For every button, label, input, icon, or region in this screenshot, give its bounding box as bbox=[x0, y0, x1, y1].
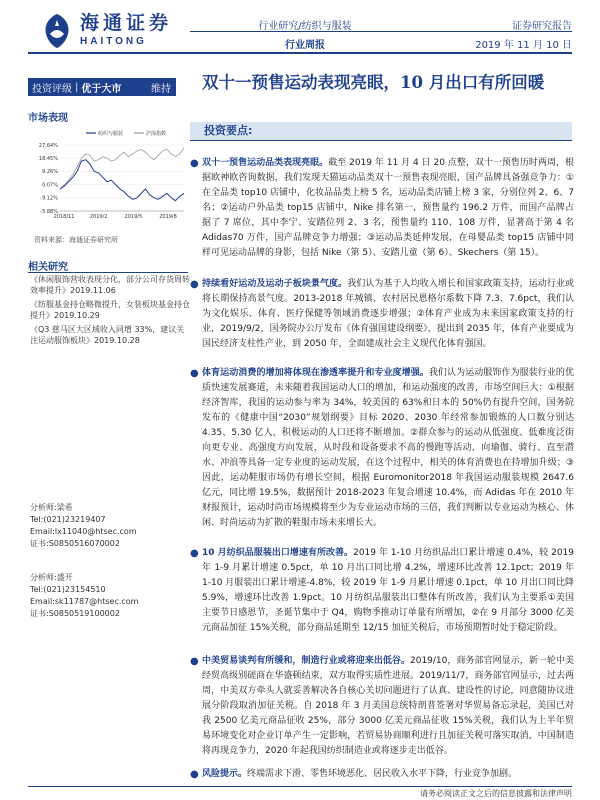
related-item[interactable]: 《纺服基金持仓略微提升，女装板块基金持仓提升》2019.10.29 bbox=[30, 300, 190, 320]
key-point bbox=[190, 366, 574, 531]
key-point-lead: 10 月纺织品服装出口增速有所改善。 bbox=[202, 548, 354, 558]
market-performance-heading: 市场表现 bbox=[28, 113, 68, 124]
bullet-icon: ● bbox=[190, 769, 199, 780]
analyst-card bbox=[30, 572, 190, 620]
x-tick-label: 2019/8 bbox=[159, 214, 177, 220]
key-point-lead: 中美贸易谈判有所缓和，制造行业或将迎来出低谷。 bbox=[202, 656, 410, 666]
y-tick-label: -9.12% bbox=[40, 195, 58, 202]
key-point-body: 截至 2019 年 11 月 4 日 20 点整，双十一预售历时两周，根据欧神欧咨询数据，我们发现天猫运动品类双十一预售表现亮眼，国产品牌具备强竞争力：①在全品类 top10 店铺中，化妆品品类上榜 5 名，运动品类店铺上榜 3 家，分别位列 2、6、7 名；②运动户外品类 top15 店铺中，Nike 排名第一，预售量约 196.2 万件，而国产品牌占据了 7 席位，其中李宁、安踏位列 2、3 名，预售量约 110、108 万件，显著高于第 4 名 Adidas70 万件，国产品牌竞争力增强；③运动品类延伸发展，在母婴品类 top15 店铺中同样可见运动品牌的身影，包括 Nike（第 5）、安踏儿童（第 6）、Skechers（第 15）。 bbox=[202, 158, 574, 258]
analyst-card bbox=[30, 502, 190, 550]
bullet-icon: ● bbox=[190, 368, 199, 379]
analyst-name: 分析师:梁希 bbox=[30, 503, 73, 512]
related-divider bbox=[28, 272, 188, 273]
x-tick-label: 2019/5 bbox=[124, 214, 143, 220]
bullet-icon: ● bbox=[190, 279, 199, 290]
logo-name-en: HAITONG bbox=[80, 36, 147, 47]
chart-source: 资料来源：海通证券研究所 bbox=[34, 236, 118, 244]
related-item[interactable]: 《Q3 慈马区大区域收入同增 33%，建议关注运动服饰板块》2019.10.28 bbox=[30, 325, 185, 345]
rating-value: 优于大市 bbox=[81, 83, 122, 95]
x-tick-label: 2019/2 bbox=[89, 214, 108, 220]
key-points-heading: 投资要点: bbox=[190, 122, 572, 140]
footer-disclaimer: 请务必阅读正文之后的信息披露和法律声明 bbox=[420, 789, 572, 798]
related-research-list bbox=[30, 274, 192, 349]
investment-rating-bar bbox=[28, 78, 176, 96]
analyst-name: 分析师:盛开 bbox=[30, 573, 73, 582]
bullet-icon: ● bbox=[190, 656, 199, 667]
rating-separator: | bbox=[75, 81, 79, 93]
rating-label: 投资评级 bbox=[32, 83, 72, 95]
legend-label: 纺织与服装 bbox=[98, 131, 124, 137]
key-point bbox=[190, 156, 574, 261]
y-tick-label: 27.64% bbox=[38, 142, 58, 149]
header-report-type: 证券研究报告 bbox=[512, 21, 572, 32]
logo-name-cn: 海通证券 bbox=[80, 12, 173, 34]
y-tick-label: 9.26% bbox=[42, 169, 58, 176]
y-tick-label: -5.88% bbox=[40, 208, 58, 215]
key-point-lead: 持续看好运动及运动子板块景气度。 bbox=[202, 279, 348, 289]
key-point-body: 我们认为运动服饰作为服装行业的优质快速发展赛道，未来随着我国运动人口的增加，和运动强度的改善，市场空间巨大：①根据经济智库，我国的运动参与率为 34%，较美国的 63%和日本的 50%仍有提升空间，国务院发布的《健康中国“2030”规划纲要》目标 2020、2030 年经常参加锻炼的人口数分别达 4.35、5.30 亿人，积极运动的人口还将不断增加。②群众参与的运动从低强度、低难度泛街向更专业、高强度方向发展，从时段和设备要求不高的慢跑等活动，向瑜伽、骑行、直至潜水、冲浪等具备一定专业度的运动发展，在这个过程中，相关的体育消费也在持增加升级；③因此，运动鞋服市场仍有增长空间，根据 Euromonitor2018 年我国运动服装规模 2647.6 亿元，同比增 19.5%，数据预计 2018-2023 年复合增速 10.4%，而 Adidas 年在 2010 年财报预计，运动时尚市场规模将至少为专业运动市场的三倍，我们判断以专业运动为核心、休闲、时尚运动为扩散的鞋服市场未来增长大。 bbox=[202, 368, 574, 528]
analyst-email[interactable]: Email:lx11040@htsec.com bbox=[30, 527, 137, 536]
analyst-cert: 证书:S0850516070002 bbox=[30, 539, 120, 548]
analyst-tel: Tel:(021)23219407 bbox=[30, 515, 106, 524]
haitong-logo bbox=[40, 12, 172, 50]
analyst-email[interactable]: Email:sk11787@htsec.com bbox=[30, 597, 139, 606]
legend-label: 沪深指数 bbox=[146, 131, 167, 137]
bullet-icon: ● bbox=[190, 548, 199, 559]
key-point-body: 2019/10，商务部官网显示，新一轮中美经贸高级别磋商在华盛顿结束，双方取得实质性进展。2019/11/7，商务部官网显示，过去两周，中美双方牵头人就妥善解决各自核心关切问题进行了认真、建设性的讨论，同意随协议进展分阶段取消加征关税。自 2018 年 3 月美国总统特朗普签署对华贸易备忘录起，美国已对我 2500 亿美元商品征收 25%，部分 3000 亿美元商品征收 15%关税，我们认为上半年贸易环境变化对企业订单产生一定影响，若贸易协商顺利进行且加征关税可落实取消，中国制造将再现竞争力，2020 年起我国纺织制造业或将逐步走出低谷。 bbox=[202, 656, 574, 756]
footer-divider bbox=[28, 786, 572, 787]
key-point bbox=[190, 277, 574, 352]
key-point bbox=[190, 546, 574, 636]
header-category: 行业研究/纺织与服装 bbox=[258, 21, 352, 32]
y-tick-label: 0.07% bbox=[42, 182, 58, 189]
header-bottom-rule bbox=[28, 52, 572, 54]
key-point bbox=[190, 654, 574, 759]
y-tick-label: 18.45% bbox=[38, 156, 58, 162]
x-tick-label: 2018/11 bbox=[53, 214, 75, 220]
key-point-lead: 双十一预售运动品类表现亮眼。 bbox=[202, 158, 329, 168]
key-point bbox=[190, 767, 574, 782]
key-point-body: 2019 年 1-10 月纺织品出口累计增速 0.4%，较 2019 年 1-9 月累计增速 0.5pct，单 10 月出口同比增 4.2%，增速环比改善 12.1pct；2019 年 1-10 月服装出口累计增速-4.8%，较 2019 年 1-9 月累计增速 0.1pct，单 10 月出口同比降 5.9%，增速环比改善 1.9pct。10 月纺织品服装出口整体有所改善，我们认为主要系①美国主要节日感恩节，圣诞节集中于 Q4，购物季推动订单量有所增加，②在 9 月部分 3000 亿美元商品加征 15%关税，部分商品延期至 12/15 加征关税后，市场预期暂时处于稳定阶段。 bbox=[202, 548, 574, 633]
key-point-body: 终端需求下滑、零售环境恶化、居民收入水平下降，行业竞争加剧。 bbox=[247, 769, 518, 779]
related-research-heading: 相关研究 bbox=[28, 262, 68, 273]
analyst-tel: Tel:(021)23154510 bbox=[30, 585, 106, 594]
bullet-icon: ● bbox=[190, 158, 199, 169]
key-point-lead: 风险提示。 bbox=[202, 769, 248, 779]
related-item[interactable]: 《休闲服饰营收表现分化，部分公司存货周转效率提升》2019.11.06 bbox=[30, 275, 190, 295]
analyst-cert: 证书:S0850519100002 bbox=[30, 609, 120, 618]
market-performance-chart bbox=[28, 125, 188, 225]
header-date: 2019 年 11 月 10 日 bbox=[475, 40, 572, 51]
rating-action: 维持 bbox=[151, 83, 171, 95]
key-points-divider bbox=[190, 140, 572, 141]
key-point-lead: 体育运动消费的增加将体现在渗透率提升和专业度增强。 bbox=[202, 368, 429, 378]
header-report-series: 行业周报 bbox=[285, 40, 325, 51]
key-point-body: 我们认为基于人均收入增长和国家政策支持，运动行业或将长期保持高景气度。2013-2018 年城镇、农村居民恩格尔系数下降 7.3、7.6pct，我们认为文化娱乐、体育、医疗保健等领域消费逐步增强；②体育产业成为未来国家政策支持的行业，2019/9/2，国务院办公厅发布《体育强国建设纲要》，提出到 2035 年，体育产业要成为国民经济支柱性产业，到 2050 年，全面建成社会主义现代化体育强国。 bbox=[202, 279, 574, 349]
report-title: 双十一预售运动表现亮眼，10 月出口有所回暖 bbox=[202, 73, 545, 92]
haitong-logo-icon bbox=[40, 12, 74, 50]
